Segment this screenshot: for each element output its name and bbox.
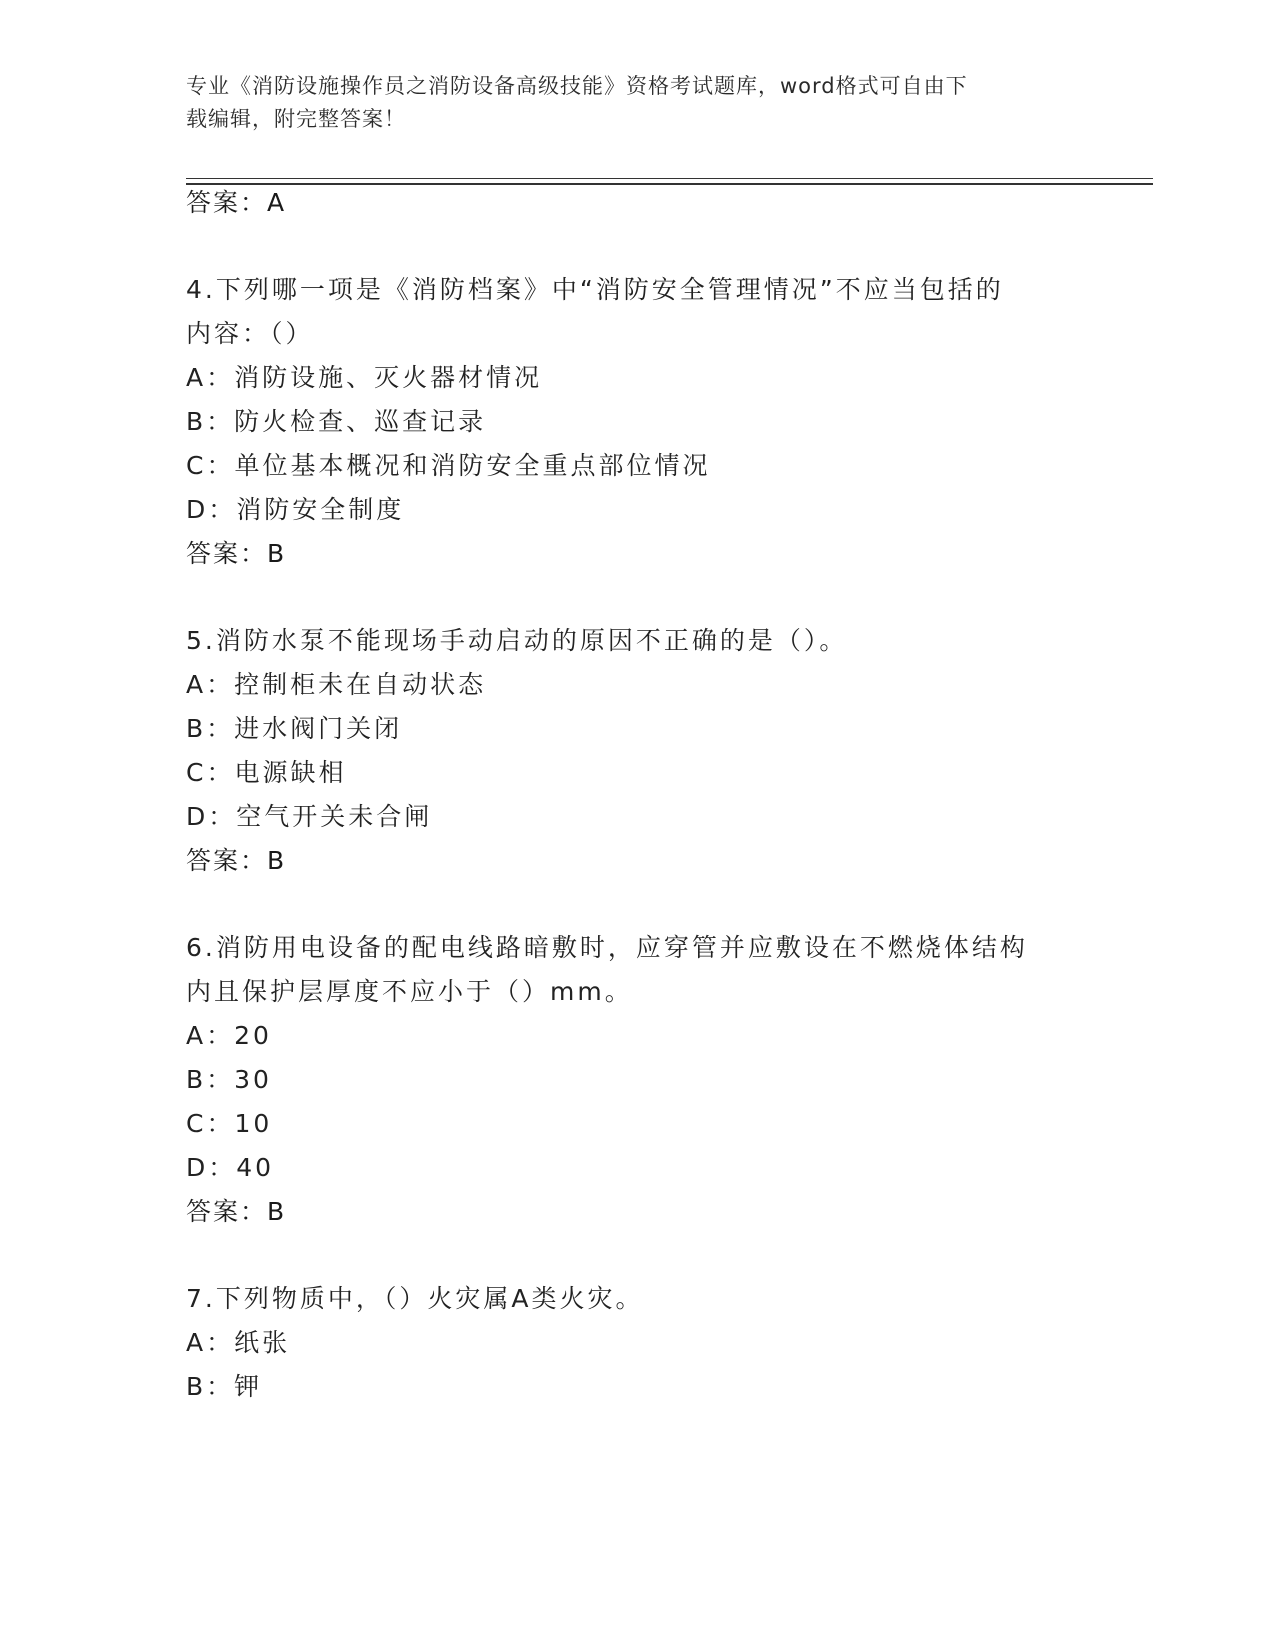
header-divider-thick: [186, 183, 1153, 185]
option-a: A：20: [186, 1021, 272, 1050]
question-stem: 7.下列物质中，（）火灾属A类火灾。: [186, 1284, 644, 1313]
option-b: B：钾: [186, 1372, 263, 1401]
answer-q5: 答案：B: [186, 846, 287, 875]
answer-q3: 答案：A: [186, 188, 287, 217]
option-c: C：10: [186, 1109, 273, 1138]
header-line-2: 载编辑，附完整答案！: [186, 107, 406, 131]
option-c: C：单位基本概况和消防安全重点部位情况: [186, 451, 711, 480]
option-b: B：防火检查、巡查记录: [186, 407, 487, 436]
answer-q4: 答案：B: [186, 539, 287, 568]
option-c: C：电源缺相: [186, 758, 347, 787]
header-line-1: 专业《消防设施操作员之消防设备高级技能》资格考试题库，word格式可自由下: [186, 74, 968, 98]
option-d: D：消防安全制度: [186, 495, 405, 524]
answer-q6: 答案：B: [186, 1197, 287, 1226]
option-d: D：40: [186, 1153, 275, 1182]
question-stem: 4.下列哪一项是《消防档案》中“消防安全管理情况”不应当包括的: [186, 275, 1004, 304]
header-divider-thin: [186, 178, 1153, 179]
document-header: [186, 70, 1086, 136]
question-stem-continued: 内且保护层厚度不应小于（）mm。: [186, 977, 633, 1006]
option-d: D：空气开关未合闸: [186, 802, 433, 831]
option-b: B：进水阀门关闭: [186, 714, 403, 743]
question-stem: 6.消防用电设备的配电线路暗敷时，应穿管并应敷设在不燃烧体结构: [186, 933, 1028, 962]
option-a: A：消防设施、灭火器材情况: [186, 363, 543, 392]
question-stem-continued: 内容：（）: [186, 319, 314, 348]
option-a: A：纸张: [186, 1328, 291, 1357]
option-b: B：30: [186, 1065, 272, 1094]
option-a: A：控制柜未在自动状态: [186, 670, 487, 699]
question-stem: 5.消防水泵不能现场手动启动的原因不正确的是（）。: [186, 626, 848, 655]
